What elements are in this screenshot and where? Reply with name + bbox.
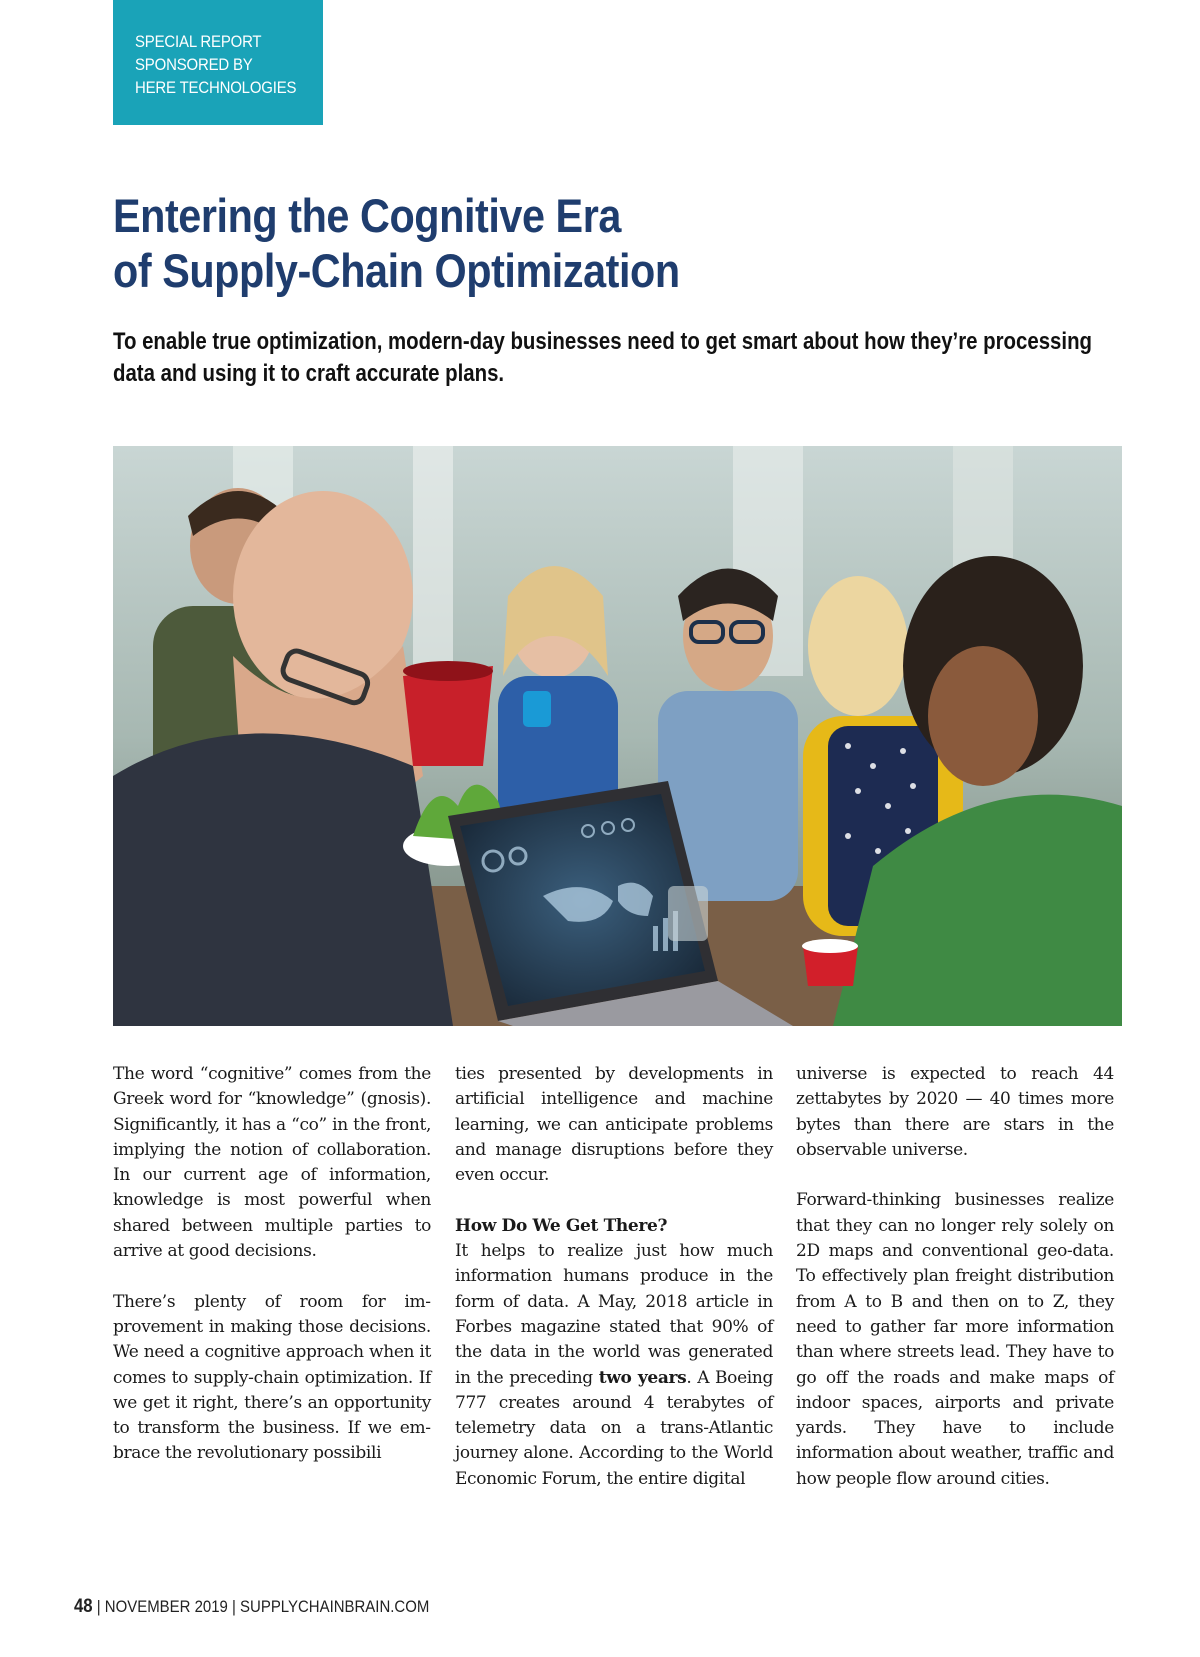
banner-line: SPECIAL REPORT: [135, 32, 262, 51]
paragraph: The word “cognitive” comes from the Greek word for “knowledge” (gnosis). Significantly, it has a “co” in the front, implying the notion of collaboration. In our current age of information, knowledge is most powerful when shared between multiple parties to arrive at good decisions.: [113, 1064, 431, 1262]
article-title: [113, 188, 993, 298]
banner-line: SPONSORED BY: [135, 55, 253, 74]
paragraph: There’s plenty of room for improvement in making those decisions. We need a cognitive approach when it comes to supply-chain optimization. If we get it right, there’s an opportunity to transform the business. If we embrace the revolutionary possibili: [113, 1291, 431, 1464]
bold-text: two years: [598, 1367, 687, 1388]
special-report-banner: [113, 0, 323, 125]
article-title-line: Entering the Cognitive Era: [113, 189, 621, 242]
article-column-3: [796, 1062, 1114, 1492]
article-subtitle: [113, 326, 1093, 390]
paragraph: universe is expected to reach 44 zettabytes by 2020 — 40 times more bytes than there are stars in the observable universe.: [796, 1064, 1114, 1160]
banner-line: HERE TECHNOLOGIES: [135, 78, 297, 97]
article-subtitle-line: To enable true optimization, modern-day businesses need to get smart about how they’re processing: [113, 328, 1093, 355]
hero-photo-illustration: [113, 446, 1122, 1026]
paragraph: ties presented by developments in artificial intelligence and machine learning, we can anticipate problems and manage disruptions before they even occur.: [455, 1064, 773, 1186]
article-title-line: of Supply-Chain Optimization: [113, 244, 680, 297]
paragraph-text: It helps to realize just how much information humans produce in the form of data. A May, 2018 article in Forbes magazine stated that 90% of the data in the world was generated in the preceding: [455, 1241, 773, 1388]
article-column-1: [113, 1062, 431, 1467]
section-heading: How Do We Get There?: [455, 1215, 668, 1236]
paragraph: [455, 1239, 773, 1492]
article-subtitle-line: data and using it to craft accurate plans.: [113, 360, 505, 387]
hero-photo: [113, 446, 1122, 1026]
paragraph-text: . A Boeing 777 creates around 4 terabytes of telemetry data on a trans-Atlantic journey alone. According to the World Economic Forum, the entire digital: [455, 1367, 773, 1489]
paragraph: Forward-thinking businesses realize that they can no longer rely solely on 2D maps and conventional geo-data. To effectively plan freight distribution from A to B and then on to Z, they need to gather far more information than where streets lead. They have to go off the roads and make maps of indoor spaces, airports and private yards. They have to include information about weather, traffic and how people flow around cities.: [796, 1190, 1114, 1489]
footer-text: | NOVEMBER 2019 | SUPPLYCHAINBRAIN.COM: [92, 1597, 430, 1616]
page-footer: [74, 1596, 429, 1618]
page-number: 48: [74, 1596, 93, 1617]
article-column-2: [455, 1062, 773, 1492]
